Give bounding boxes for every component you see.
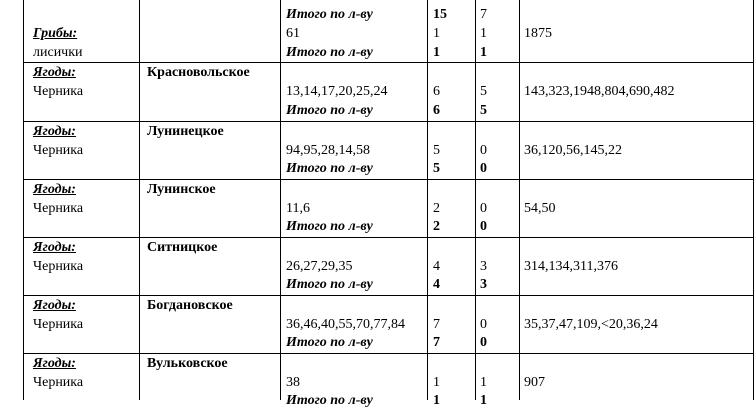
sample-count: 5 — [433, 143, 440, 158]
forestry-name: Лунинское — [147, 182, 216, 197]
item-name: Черника — [33, 259, 84, 274]
total-pos: 1 — [480, 45, 487, 60]
total-count: 2 — [433, 219, 440, 234]
total-pos: 7 — [480, 7, 487, 22]
total-count: 15 — [433, 7, 447, 22]
total-count: 1 — [433, 393, 440, 408]
positive-count: 1 — [480, 26, 487, 41]
measured-values: 54,50 — [524, 201, 556, 216]
forestry-name: Лунинецкое — [147, 124, 224, 139]
total-count: 6 — [433, 103, 440, 118]
measured-values: 35,37,47,109,<20,36,24 — [524, 317, 658, 332]
positive-count: 3 — [480, 259, 487, 274]
grid-line — [23, 0, 24, 400]
total-pos: 0 — [480, 161, 487, 176]
measured-values: 36,120,56,145,22 — [524, 143, 622, 158]
group-label: Ягоды: — [33, 65, 76, 80]
sample-ids: 94,95,28,14,58 — [286, 143, 370, 158]
total-count: 7 — [433, 335, 440, 350]
grid-line — [427, 0, 428, 400]
group-label: Грибы: — [33, 26, 78, 41]
row-divider — [23, 353, 754, 354]
total-count: 4 — [433, 277, 440, 292]
item-name: Черника — [33, 375, 84, 390]
group-label: Ягоды: — [33, 356, 76, 371]
total-pos: 5 — [480, 103, 487, 118]
total-pos: 1 — [480, 393, 487, 408]
sample-ids: 38 — [286, 375, 300, 390]
total-label: Итого по л-ву — [286, 335, 373, 350]
sample-count: 4 — [433, 259, 440, 274]
sample-ids: 11,6 — [286, 201, 310, 216]
measured-values: 1875 — [524, 26, 552, 41]
sample-ids: 61 — [286, 26, 300, 41]
item-name: Черника — [33, 201, 84, 216]
total-label: Итого по л-ву — [286, 7, 373, 22]
measured-values: 314,134,311,376 — [524, 259, 618, 274]
item-name: Черника — [33, 317, 84, 332]
total-label: Итого по л-ву — [286, 103, 373, 118]
grid-line — [139, 0, 140, 400]
group-label: Ягоды: — [33, 124, 76, 139]
group-label: Ягоды: — [33, 182, 76, 197]
sample-count: 1 — [433, 26, 440, 41]
forestry-name: Ситницкое — [147, 240, 218, 255]
positive-count: 0 — [480, 317, 487, 332]
sample-ids: 13,14,17,20,25,24 — [286, 84, 388, 99]
total-count: 5 — [433, 161, 440, 176]
sample-count: 6 — [433, 84, 440, 99]
total-label: Итого по л-ву — [286, 45, 373, 60]
grid-line — [280, 0, 281, 400]
total-label: Итого по л-ву — [286, 277, 373, 292]
group-label: Ягоды: — [33, 298, 76, 313]
item-name: Черника — [33, 143, 84, 158]
sample-count: 2 — [433, 201, 440, 216]
total-count: 1 — [433, 45, 440, 60]
sample-ids: 36,46,40,55,70,77,84 — [286, 317, 405, 332]
forestry-name: Красновольское — [147, 65, 250, 80]
row-divider — [23, 179, 754, 180]
total-pos: 3 — [480, 277, 487, 292]
measured-values: 143,323,1948,804,690,482 — [524, 84, 675, 99]
forestry-name: Вульковское — [147, 356, 228, 371]
total-label: Итого по л-ву — [286, 219, 373, 234]
total-pos: 0 — [480, 335, 487, 350]
row-divider — [23, 121, 754, 122]
row-divider — [23, 237, 754, 238]
positive-count: 5 — [480, 84, 487, 99]
forestry-name: Богдановское — [147, 298, 233, 313]
group-label: Ягоды: — [33, 240, 76, 255]
measured-values: 907 — [524, 375, 545, 390]
item-name: Черника — [33, 84, 84, 99]
total-label: Итого по л-ву — [286, 161, 373, 176]
grid-line — [519, 0, 520, 400]
total-pos: 0 — [480, 219, 487, 234]
positive-count: 0 — [480, 201, 487, 216]
sample-count: 7 — [433, 317, 440, 332]
row-divider — [23, 62, 754, 63]
sample-ids: 26,27,29,35 — [286, 259, 353, 274]
sample-count: 1 — [433, 375, 440, 390]
total-label: Итого по л-ву — [286, 393, 373, 408]
row-divider — [23, 295, 754, 296]
positive-count: 1 — [480, 375, 487, 390]
grid-line — [475, 0, 476, 400]
item-name: лисички — [33, 45, 83, 60]
positive-count: 0 — [480, 143, 487, 158]
